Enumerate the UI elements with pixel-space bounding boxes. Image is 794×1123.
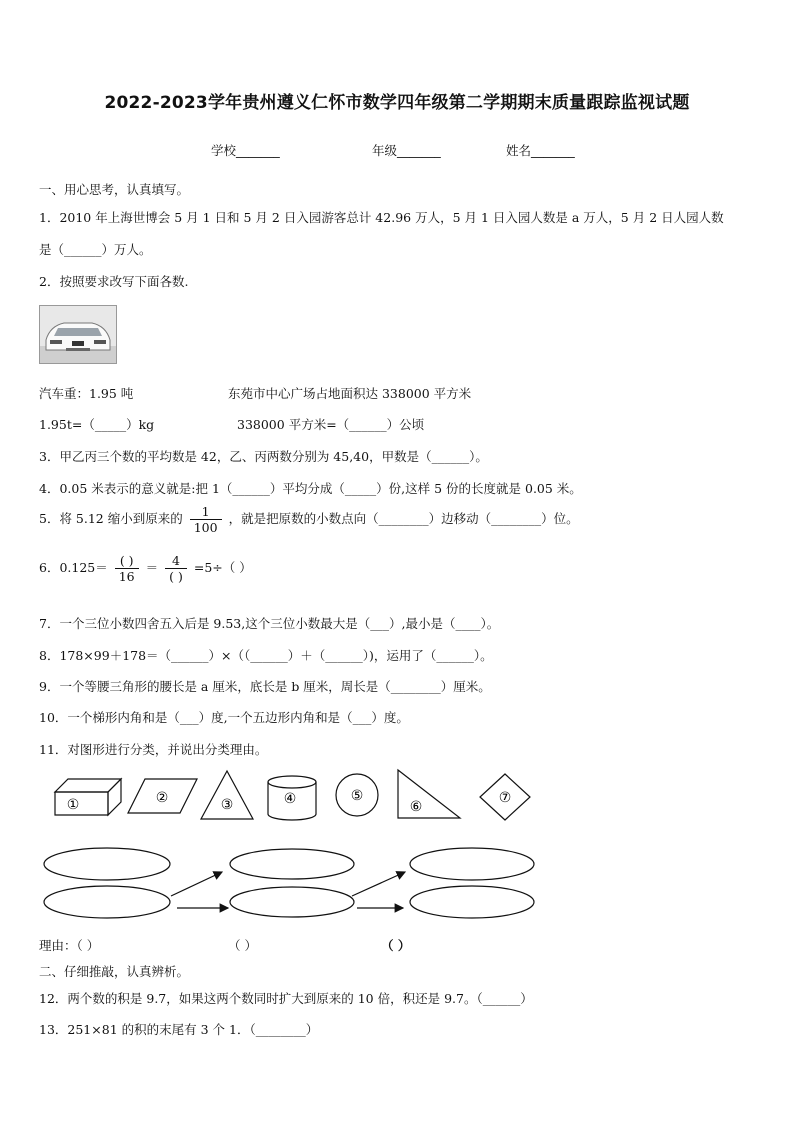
reason-1: 理由：（ ） bbox=[39, 938, 100, 953]
car-photo bbox=[39, 305, 117, 364]
cylinder-shape bbox=[268, 776, 316, 820]
fraction-numerator: 1 bbox=[201, 504, 210, 519]
category-ellipse-6 bbox=[410, 886, 534, 918]
car-weight-fill: 1.95t=（_____）kg bbox=[39, 417, 155, 432]
car-weight-label: 汽车重：1.95 吨 bbox=[39, 386, 134, 401]
right-triangle-shape bbox=[398, 770, 460, 818]
fraction-denominator: ( ) bbox=[165, 568, 187, 584]
reason-2: （ ） bbox=[228, 938, 257, 953]
name-field: 姓名_______ bbox=[506, 143, 575, 158]
shape-label-2: ② bbox=[155, 790, 169, 806]
fraction-denominator: 16 bbox=[115, 568, 139, 584]
square-area-label: 东苑市中心广场占地面积达 338000 平方米 bbox=[228, 386, 472, 401]
fraction-numerator: ( ) bbox=[119, 553, 134, 568]
question-11: 11．对图形进行分类，并说出分类理由。 bbox=[39, 742, 268, 757]
reason-3: （ ） bbox=[381, 938, 411, 953]
question-1-line-1: 1．2010 年上海世博会 5 月 1 日和 5 月 2 日入园游客总计 42.96 万人，5 月 1 日入园人数是 a 万人，5 月 2 日人园人数 bbox=[39, 210, 724, 225]
question-6 bbox=[39, 553, 252, 584]
question-7: 7．一个三位小数四舍五入后是 9.53,这个三位小数最大是（___）,最小是（____）。 bbox=[39, 616, 500, 631]
grade-field: 年级_______ bbox=[372, 143, 441, 158]
cuboid-shape bbox=[55, 779, 121, 815]
arrow-up-2 bbox=[352, 872, 405, 896]
fraction-blank-over-16 bbox=[115, 553, 139, 584]
section-2-heading: 二、仔细推敲，认真辨析。 bbox=[39, 964, 190, 979]
question-9: 9．一个等腰三角形的腰长是 a 厘米，底长是 b 厘米，周长是（________）厘米。 bbox=[39, 679, 491, 694]
diamond-shape bbox=[480, 774, 530, 820]
shape-label-3: ③ bbox=[220, 797, 234, 813]
section-1-heading: 一、用心思考，认真填写。 bbox=[39, 182, 190, 197]
arrow-up-1 bbox=[171, 872, 222, 896]
circle-shape bbox=[336, 774, 378, 816]
page-title: 2022-2023学年贵州遵义仁怀市数学四年级第二学期期末质量跟踪监视试题 bbox=[104, 93, 690, 113]
shape-label-1: ① bbox=[66, 797, 80, 813]
square-area-fill: 338000 平方米=（______）公顷 bbox=[237, 417, 425, 432]
question-3: 3．甲乙丙三个数的平均数是 42，乙、丙两数分别为 45,40，甲数是（______）。 bbox=[39, 449, 488, 464]
question-13: 13．251×81 的积的末尾有 3 个 1．（________） bbox=[39, 1022, 319, 1037]
question-1-line-2: 是（______）万人。 bbox=[39, 242, 152, 257]
shape-label-5: ⑤ bbox=[350, 788, 364, 804]
shapes-figure bbox=[0, 765, 794, 825]
shape-label-6: ⑥ bbox=[409, 799, 423, 815]
parallelogram-shape bbox=[128, 779, 197, 813]
category-ellipse-2 bbox=[44, 886, 170, 918]
question-2: 2．按照要求改写下面各数. bbox=[39, 274, 189, 289]
fraction-denominator: 100 bbox=[190, 519, 222, 535]
fraction-numerator: 4 bbox=[172, 553, 180, 568]
triangle-shape bbox=[201, 771, 253, 819]
fraction-one-hundredth bbox=[190, 504, 222, 535]
question-4: 4．0.05 米表示的意义就是:把 1（______）平均分成（_____）份,这样 5 份的长度就是 0.05 米。 bbox=[39, 481, 582, 496]
equals-sign: ＝ bbox=[145, 560, 159, 575]
question-5-suffix: ，就是把原数的小数点向（________）边移动（________）位。 bbox=[228, 511, 579, 526]
question-5-prefix: 5．将 5.12 缩小到原来的 bbox=[39, 511, 183, 526]
question-12: 12．两个数的积是 9.7，如果这两个数同时扩大到原来的 10 倍，积还是 9.7。（______） bbox=[39, 991, 533, 1006]
fraction-4-over-blank bbox=[165, 553, 187, 584]
question-8: 8．178×99＋178＝（______）×（（______）＋（______）)，运用了（______）。 bbox=[39, 648, 493, 663]
question-6-prefix: 6．0.125＝ bbox=[39, 560, 108, 575]
question-10: 10．一个梯形内角和是（___）度,一个五边形内角和是（___）度。 bbox=[39, 710, 409, 725]
classification-diagram bbox=[0, 840, 794, 930]
shape-label-7: ⑦ bbox=[498, 790, 512, 806]
category-ellipse-5 bbox=[410, 848, 534, 880]
category-ellipse-1 bbox=[44, 848, 170, 880]
question-5 bbox=[39, 504, 579, 535]
category-ellipse-4 bbox=[230, 887, 354, 917]
question-6-suffix: =5÷（ ） bbox=[193, 560, 252, 575]
school-field: 学校_______ bbox=[211, 143, 280, 158]
shape-label-4: ④ bbox=[283, 791, 297, 807]
category-ellipse-3 bbox=[230, 849, 354, 879]
